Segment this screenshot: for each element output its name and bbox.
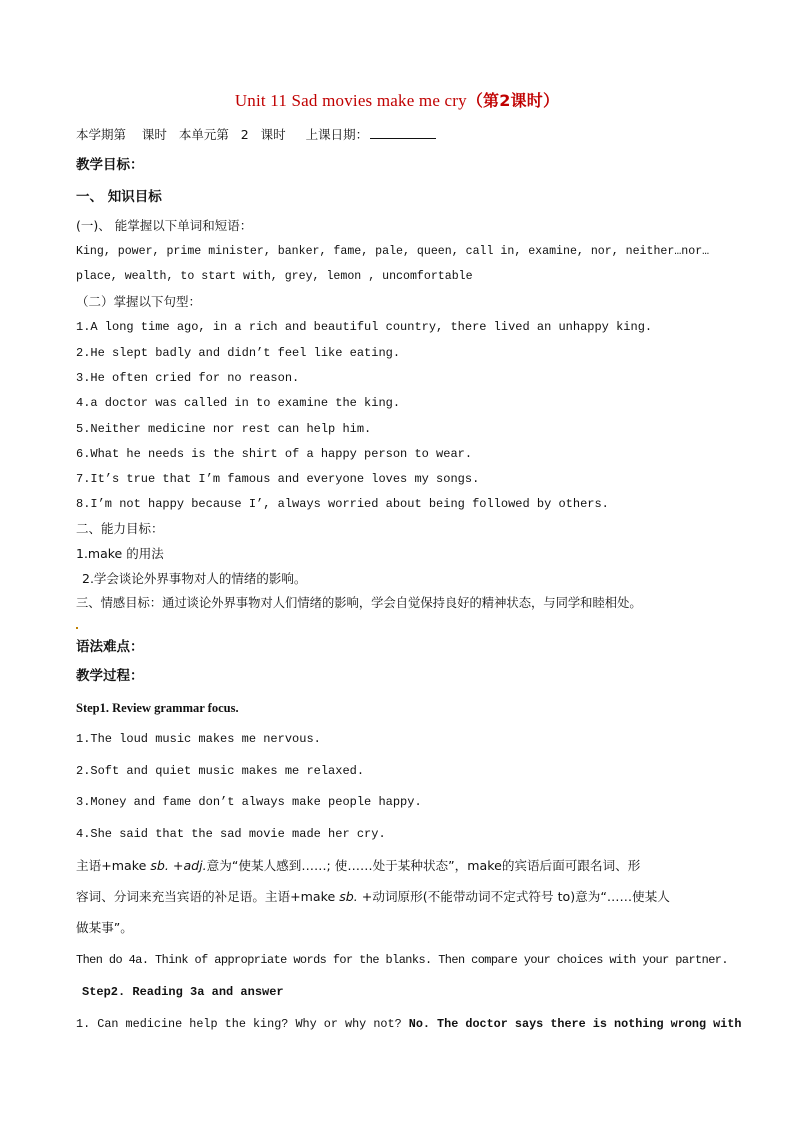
explain-line-3: 做某事”。: [76, 920, 133, 935]
title-cn: （第2课时）: [466, 91, 560, 110]
explain-line-2: [76, 889, 670, 905]
sentence-item: 2.He slept badly and didn’t feel like eating.: [76, 346, 401, 360]
vocab-heading: (一)、 能掌握以下单词和短语：: [76, 218, 253, 233]
step1-item: 1.The loud music makes me nervous.: [76, 732, 321, 746]
then-do-line: Then do 4a. Think of appropriate words for the blanks. Then compare your choices with your partner.: [76, 953, 728, 967]
explain-line-1: [76, 858, 640, 874]
sentence-item: 7.It’s true that I’m famous and everyone loves my songs.: [76, 472, 480, 486]
question-1-answer: No. The doctor says there is nothing wrong with: [408, 1017, 742, 1031]
meta-semester: 本学期第: [76, 127, 127, 142]
step1-item: 4.She said that the sad movie made her cry.: [76, 827, 386, 841]
title-en: Unit 11 Sad movies make me cry: [234, 91, 467, 110]
page-title: [0, 88, 794, 111]
explain-sb: sb.: [339, 889, 358, 904]
meta-unit-no: 2: [240, 127, 249, 142]
explain-sb: sb.: [150, 858, 169, 873]
meta-line: [76, 126, 436, 143]
meta-unit-label: 本单元第: [178, 127, 229, 142]
sentences-heading: （二）掌握以下句型：: [76, 294, 202, 309]
sentence-item: 1.A long time ago, in a rich and beautiful country, there lived an unhappy king.: [76, 320, 653, 334]
step1-item: 2.Soft and quiet music makes me relaxed.: [76, 764, 365, 778]
step1-heading: Step1. Review grammar focus.: [76, 701, 239, 715]
explain-p2: +: [168, 858, 184, 873]
step1-item: 3.Money and fame don’t always make people happy.: [76, 795, 422, 809]
vocab-line-2: place, wealth, to start with, grey, lemon , uncomfortable: [76, 270, 473, 283]
step2-heading: Step2. Reading 3a and answer: [82, 985, 284, 999]
question-1: [76, 1016, 741, 1032]
objectives-heading: 教学目标：: [76, 157, 144, 173]
process-heading: 教学过程：: [76, 668, 144, 684]
explain-adj: adj.: [183, 858, 207, 873]
sentence-item: 8.I’m not happy because I’, always worried about being followed by others.: [76, 497, 609, 511]
meta-unit-period: 课时: [260, 127, 286, 142]
date-blank: [370, 126, 436, 139]
vocab-line-1: King, power, prime minister, banker, fame, pale, queen, call in, examine, nor, neither…nor…: [76, 245, 710, 258]
ability-heading: 二、能力目标：: [76, 521, 164, 536]
question-1-text: 1. Can medicine help the king? Why or why not?: [76, 1017, 409, 1031]
sentence-item: 5.Neither medicine nor rest can help him.: [76, 422, 372, 436]
stray-mark: [76, 627, 78, 629]
meta-period: 课时: [141, 127, 167, 142]
emotion-objective: 三、情感目标：通过谈论外界事物对人们情绪的影响，学会自觉保持良好的精神状态，与同学和睦相处。: [76, 596, 642, 610]
ability-item: 2.学会谈论外界事物对人的情绪的影响。: [82, 571, 307, 586]
grammar-difficulty-heading: 语法难点：: [76, 639, 144, 655]
explain-line2: 容词、分词来充当宾语的补足语。主语+make: [76, 889, 340, 904]
knowledge-heading: 一、 知识目标: [76, 189, 162, 205]
explain-p3: 意为“使某人感到……; 使……处于某种状态”，make的宾语后面可跟名词、形: [206, 858, 641, 873]
sentence-item: 4.a doctor was called in to examine the king.: [76, 396, 401, 410]
sentence-item: 3.He often cried for no reason.: [76, 371, 300, 385]
meta-date-label: 上课日期：: [305, 127, 369, 142]
ability-item: 1.make 的用法: [76, 546, 164, 561]
explain-p1: 主语+make: [76, 858, 151, 873]
explain-line2b: +动词原形(不能带动词不定式符号 to)意为“……使某人: [357, 889, 670, 904]
sentence-item: 6.What he needs is the shirt of a happy person to wear.: [76, 447, 473, 461]
